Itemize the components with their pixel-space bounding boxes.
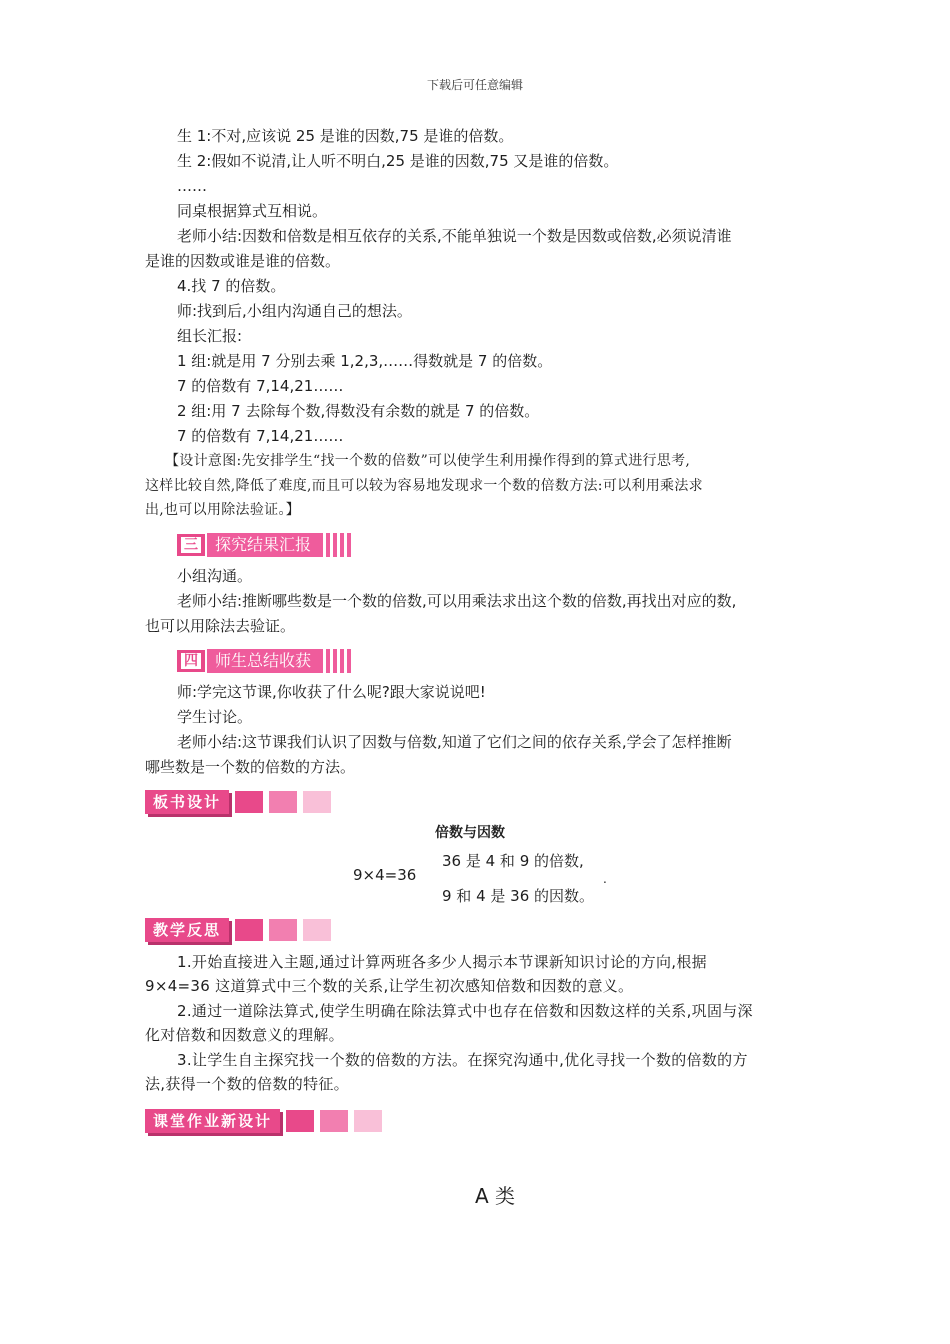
board-line: 9 和 4 是 36 的因数。: [442, 886, 595, 905]
decorative-square: [320, 1110, 348, 1132]
paragraph: 学生讨论。: [177, 707, 253, 726]
paragraph: 师:学完这节课,你收获了什么呢?跟大家说说吧!: [177, 682, 486, 701]
section-title: 师生总结收获: [207, 649, 323, 673]
paragraph: 1 组:就是用 7 分别去乘 1,2,3,……得数就是 7 的倍数。: [177, 352, 553, 370]
decorative-square: [303, 919, 331, 941]
decorative-square: [354, 1110, 382, 1132]
paragraph: 组长汇报:: [177, 327, 243, 345]
paragraph: 同桌根据算式互相说。: [177, 202, 328, 220]
paragraph: 是谁的因数或谁是谁的倍数。: [145, 252, 341, 270]
paragraph: 生 1:不对,应该说 25 是谁的因数,75 是谁的倍数。: [177, 127, 514, 145]
decorative-stripes: [326, 533, 354, 557]
paragraph: 师:找到后,小组内沟通自己的想法。: [177, 302, 412, 320]
section-heading-4: [177, 649, 805, 674]
paragraph: 7 的倍数有 7,14,21……: [177, 427, 344, 445]
reflection-tag: [145, 918, 805, 942]
decorative-stripes: [326, 649, 354, 673]
paragraph: 也可以用除法去验证。: [145, 616, 296, 635]
paragraph: 3.让学生自主探究找一个数的倍数的方法。在探究沟通中,优化寻找一个数的倍数的方: [177, 1050, 748, 1069]
document-body: [145, 124, 805, 1141]
paragraph: 小组沟通。: [177, 566, 253, 585]
tag-label: 板书设计: [145, 790, 229, 814]
section-heading-3: [177, 533, 805, 558]
paragraph: 法,获得一个数的倍数的特征。: [145, 1075, 349, 1093]
board-design-tag: [145, 790, 805, 814]
section-number: 四: [181, 653, 201, 669]
paragraph: ……: [177, 177, 207, 195]
homework-tag: [145, 1109, 805, 1133]
design-note: 出,也可以用除法验证。】: [145, 502, 301, 518]
decorative-square: [269, 791, 297, 813]
section-title: 探究结果汇报: [207, 533, 323, 557]
paragraph: 9×4=36 这道算式中三个数的关系,让学生初次感知倍数和因数的意义。: [145, 977, 634, 995]
section-number-box: [177, 534, 205, 556]
board-dot: .: [603, 871, 607, 886]
paragraph: 老师小结:推断哪些数是一个数的倍数,可以用乘法求出这个数的倍数,再找出对应的数,: [177, 591, 737, 610]
decorative-square: [286, 1110, 314, 1132]
board-equation: 9×4=36: [353, 865, 417, 884]
decorative-square: [235, 791, 263, 813]
paragraph: 4.找 7 的倍数。: [177, 277, 286, 295]
paragraph: 2.通过一道除法算式,使学生明确在除法算式中也存在倍数和因数这样的关系,巩固与深: [177, 1001, 753, 1020]
design-note: 这样比较自然,降低了难度,而且可以较为容易地发现求一个数的倍数方法:可以利用乘法求: [145, 477, 703, 494]
board-title: 倍数与因数: [435, 824, 505, 841]
category-heading: A 类: [474, 1184, 516, 1208]
paragraph: 7 的倍数有 7,14,21……: [177, 377, 344, 395]
paragraph: 生 2:假如不说清,让人听不明白,25 是谁的因数,75 又是谁的倍数。: [177, 152, 619, 170]
paragraph: 化对倍数和因数意义的理解。: [145, 1026, 344, 1044]
decorative-square: [269, 919, 297, 941]
paragraph: 2 组:用 7 去除每个数,得数没有余数的就是 7 的倍数。: [177, 402, 540, 420]
paragraph: 1.开始直接进入主题,通过计算两班各多少人揭示本节课新知识讨论的方向,根据: [177, 952, 707, 971]
section-number-box: [177, 650, 205, 672]
decorative-square: [303, 791, 331, 813]
decorative-square: [235, 919, 263, 941]
board-design: [145, 822, 805, 916]
page-header: 下载后可任意编辑: [426, 78, 523, 92]
board-line: 36 是 4 和 9 的倍数,: [442, 851, 584, 870]
paragraph: 哪些数是一个数的倍数的方法。: [145, 757, 356, 776]
paragraph: 老师小结:因数和倍数是相互依存的关系,不能单独说一个数是因数或倍数,必须说清谁: [177, 227, 732, 245]
paragraph: 老师小结:这节课我们认识了因数与倍数,知道了它们之间的依存关系,学会了怎样推断: [177, 732, 732, 751]
tag-label: 课堂作业新设计: [145, 1109, 280, 1133]
tag-label: 教学反思: [145, 918, 229, 942]
section-number: 三: [181, 537, 201, 553]
design-note: 【设计意图:先安排学生“找一个数的倍数”可以使学生利用操作得到的算式进行思考,: [165, 453, 691, 469]
